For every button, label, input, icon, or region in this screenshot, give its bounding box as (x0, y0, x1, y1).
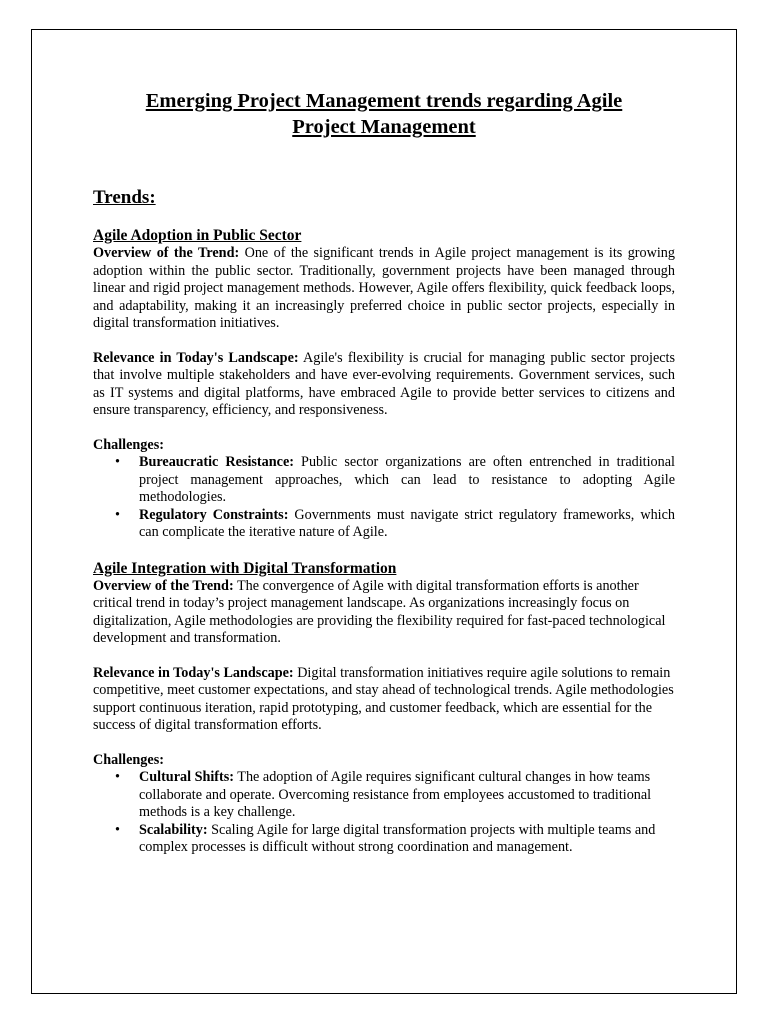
bullet-icon: • (115, 506, 120, 523)
list-item (93, 507, 675, 542)
section1-relevance-label: Relevance in Today's Landscape: (93, 349, 299, 366)
section1-relevance-text: Agile's flexibility is crucial for managing public sector projects that involve multiple stakeholders and have ever-evolving requirements. Government services, such as IT systems and digital platforms, have embraced Agile to provide better services to citizens and ensure transparency, efficiency, and responsiveness. (93, 349, 675, 418)
document-body (93, 88, 675, 857)
section2-overview-label: Overview of the Trend: (93, 577, 234, 594)
section2-relevance (93, 665, 675, 735)
challenge-label: Regulatory Constraints: (139, 506, 289, 523)
list-item (93, 454, 675, 507)
document-title-line2: Project Management (292, 116, 476, 138)
challenge-text: The adoption of Agile requires significant cultural changes in how teams collaborate and operate. Overcoming resistance from employees accustomed to traditional methods is a key challenge. (139, 769, 652, 820)
bullet-icon: • (115, 769, 120, 785)
section2-challenges-label: Challenges: (93, 751, 164, 768)
section2-relevance-label: Relevance in Today's Landscape: (93, 664, 294, 681)
section2-overview (93, 578, 675, 648)
challenge-label: Cultural Shifts: (139, 769, 234, 785)
document-title-line1: Emerging Project Management trends regarding Agile (145, 90, 623, 112)
section-heading-digital-transformation: Agile Integration with Digital Transformation (93, 559, 397, 577)
section1-relevance (93, 350, 675, 420)
bullet-icon: • (115, 454, 120, 470)
challenge-text: Public sector organizations are often entrenched in traditional project management approaches, which can lead to resistance to adopting Agile methodologies. (139, 454, 675, 505)
section2-relevance-text: Digital transformation initiatives require agile solutions to remain competitive, meet customer expectations, and stay ahead of technological trends. Agile methodologies support continuous iteration, rapid prototyping, and customer feedback, which are essential for the success of digital transformation efforts. (93, 664, 674, 733)
challenge-label: Bureaucratic Resistance: (139, 454, 294, 470)
section2-challenges-list (93, 769, 675, 857)
bullet-icon: • (115, 821, 120, 838)
section1-challenges-label: Challenges: (93, 436, 164, 453)
challenge-text: Scaling Agile for large digital transformation projects with multiple teams and complex processes is difficult without strong coordination and management. (139, 821, 656, 855)
section1-overview (93, 245, 675, 333)
section1-overview-text: One of the significant trends in Agile project management is its growing adoption within the public sector. Traditionally, government projects have been managed through linear and rigid project management methods. However, Agile offers flexibility, quick feedback loops, and adaptability, making it an increasingly preferred choice in public sector projects, especially in digital transformation initiatives. (93, 245, 675, 331)
list-item (93, 822, 675, 857)
section1-overview-label: Overview of the Trend: (93, 245, 240, 261)
section-heading-public-sector: Agile Adoption in Public Sector (93, 227, 302, 244)
challenge-label: Scalability: (139, 821, 208, 838)
section1-challenges-list (93, 454, 675, 542)
section2-overview-text: The convergence of Agile with digital transformation efforts is another critical trend in today’s project management landscape. As organizations increasingly focus on digitalization, Agile methodologies are providing the flexibility required for fast-paced technological development and transformation. (93, 577, 666, 646)
document-title (93, 88, 675, 140)
challenge-text: Governments must navigate strict regulatory frameworks, which can complicate the iterative nature of Agile. (139, 506, 675, 540)
trends-heading: Trends: (93, 187, 156, 208)
list-item (93, 769, 675, 822)
